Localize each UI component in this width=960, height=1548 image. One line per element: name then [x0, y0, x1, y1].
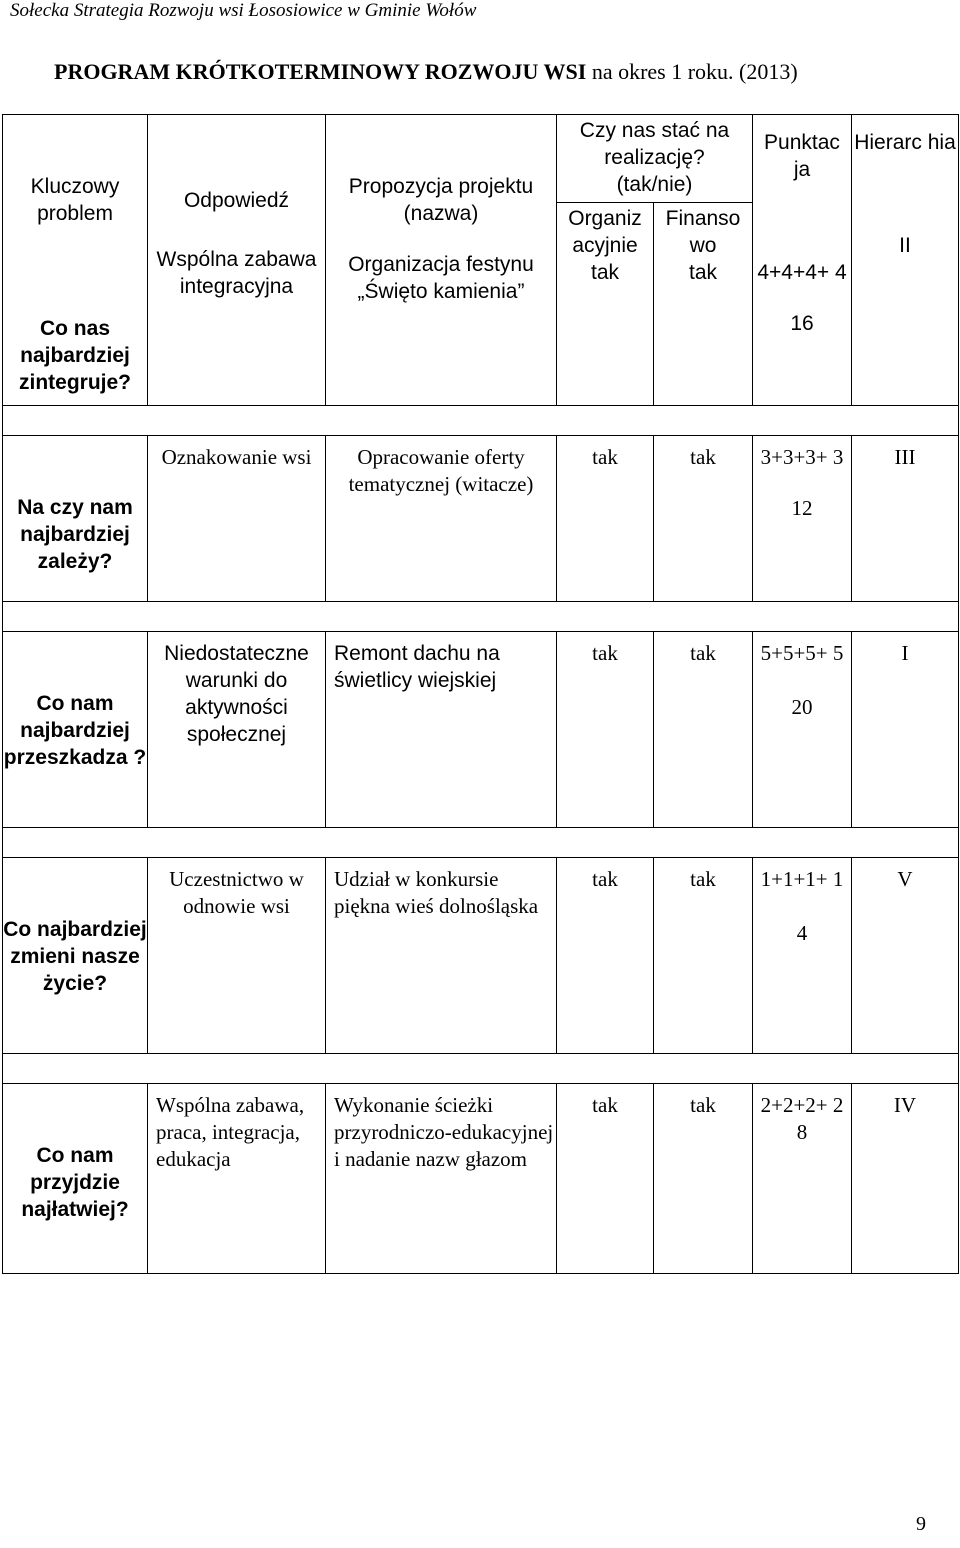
- document-title-bold: PROGRAM KRÓTKOTERMINOWY ROZWOJU WSI: [54, 59, 587, 84]
- row-1-project: Organizacja festynu „Święto kamienia”: [348, 253, 534, 303]
- table-row: [3, 857, 959, 1053]
- header-finanso-cell: [654, 203, 753, 260]
- header-czy-stac-cell: [557, 115, 753, 203]
- row-5-project: Wykonanie ścieżki przyrodniczo-edukacyjnej i nadanie nazw głazom: [326, 1083, 557, 1273]
- row-1-answer: Wspólna zabawa integracyjna: [156, 248, 317, 298]
- page-number: 9: [916, 1513, 926, 1535]
- header-organiz-label: Organiz acyjnie: [568, 207, 642, 257]
- header-hierarchia-label: Hierarc hia: [854, 131, 956, 154]
- row-4-score-total: 4: [796, 920, 808, 945]
- row-5-score-total: 8: [796, 1119, 808, 1144]
- row-5-fin: tak: [654, 1083, 753, 1273]
- row-3-score-total: 20: [791, 694, 813, 719]
- header-odpowiedz-cell: [148, 115, 326, 406]
- row-2-answer: Oznakowanie wsi: [148, 435, 326, 601]
- row-1-score-expr: 4+4+4+ 4: [757, 261, 847, 284]
- row-5-org: tak: [557, 1083, 654, 1273]
- row-5-score-expr: 2+2+2+ 2: [760, 1092, 844, 1117]
- row-1-score-total: 16: [790, 312, 814, 335]
- row-3-fin: tak: [654, 631, 753, 827]
- row-4-project: Udział w konkursie piękna wieś dolnośląska: [326, 857, 557, 1053]
- row-2-score-total: 12: [791, 495, 813, 520]
- row-3-score: [753, 631, 852, 827]
- row-4-problem: Co najbardziej zmieni nasze życie?: [3, 857, 148, 1053]
- row-2-rank: III: [852, 435, 959, 601]
- table-row: [3, 631, 959, 827]
- spacer-row: [3, 1053, 959, 1083]
- header-punktacja-label: Punktac ja: [764, 131, 840, 181]
- header-row: [3, 115, 959, 203]
- document-title-rest: na okres 1 roku. (2013): [586, 59, 798, 84]
- table-row: [3, 435, 959, 601]
- header-tak-nie-label: (tak/nie): [616, 173, 693, 196]
- row-5-rank: IV: [852, 1083, 959, 1273]
- row-4-rank: V: [852, 857, 959, 1053]
- document-title: [54, 58, 798, 86]
- header-propozycja-label: Propozycja projektu (nazwa): [348, 175, 534, 225]
- row-3-project: Remont dachu na świetlicy wiejskiej: [326, 631, 557, 827]
- row-5-score: [753, 1083, 852, 1273]
- row-4-score: [753, 857, 852, 1053]
- row-3-rank: I: [852, 631, 959, 827]
- row-1-fin: tak: [654, 259, 753, 405]
- row-2-project: Opracowanie oferty tematycznej (witacze): [326, 435, 557, 601]
- spacer-row: [3, 405, 959, 435]
- header-kluczowy-label: Kluczowy problem: [30, 175, 120, 225]
- spacer-row: [3, 601, 959, 631]
- row-2-org: tak: [557, 435, 654, 601]
- header-punktacja-cell: [753, 115, 852, 406]
- header-organiz-cell: [557, 203, 654, 260]
- row-4-answer: Uczestnictwo w odnowie wsi: [148, 857, 326, 1053]
- row-5-problem: Co nam przyjdzie najłatwiej?: [3, 1083, 148, 1273]
- row-4-org: tak: [557, 857, 654, 1053]
- row-4-score-expr: 1+1+1+ 1: [760, 866, 844, 891]
- row-1-org: tak: [557, 259, 654, 405]
- row-1-rank: II: [899, 234, 911, 257]
- row-4-fin: tak: [654, 857, 753, 1053]
- row-5-answer: Wspólna zabawa, praca, integracja, edukacja: [148, 1083, 326, 1273]
- row-2-problem: Na czy nam najbardziej zależy?: [3, 435, 148, 601]
- table-row: [3, 1083, 959, 1273]
- row-3-org: tak: [557, 631, 654, 827]
- header-hierarchia-cell: [852, 115, 959, 406]
- program-table: [2, 114, 959, 1274]
- header-propozycja-cell: [326, 115, 557, 406]
- row-2-score-expr: 3+3+3+ 3: [760, 444, 844, 469]
- row-3-problem: Co nam najbardziej przeszkadza ?: [3, 631, 148, 827]
- header-kluczowy-problem: [3, 115, 148, 406]
- row-2-score: [753, 435, 852, 601]
- row-3-score-expr: 5+5+5+ 5: [760, 640, 844, 665]
- running-header: Sołecka Strategia Rozwoju wsi Łososiowice w Gminie Wołów: [10, 0, 477, 21]
- header-odpowiedz-label: Odpowiedź: [183, 189, 290, 212]
- header-finanso-label: Finanso wo: [665, 207, 741, 257]
- row-2-fin: tak: [654, 435, 753, 601]
- header-czy-stac-label: Czy nas stać na realizację?: [579, 119, 730, 169]
- spacer-row: [3, 827, 959, 857]
- row-1-problem: Co nas najbardziej zintegruje?: [18, 317, 131, 394]
- row-3-answer: Niedostateczne warunki do aktywności społecznej: [148, 631, 326, 827]
